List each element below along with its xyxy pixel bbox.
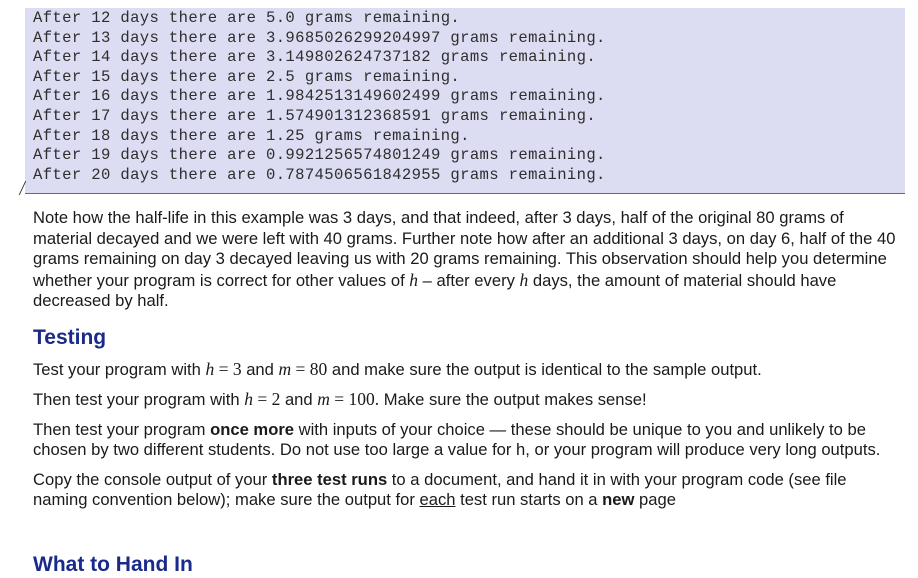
console-line: After 19 days there are 0.9921256574801249 grams remaining.	[33, 146, 606, 165]
testing-paragraph-2: Then test your program with h = 2 and m = 100. Make sure the output makes sense!	[33, 389, 647, 409]
testing-heading: Testing	[33, 325, 107, 349]
testing-paragraph-3: Then test your program once more with inputs of your choice — these should be unique to you and unlikely to be chosen by two different students. Do not use too large a value for h, or your program will produce very long outputs.	[33, 419, 881, 459]
console-line: After 15 days there are 2.5 grams remaining.	[33, 67, 461, 86]
console-line: After 12 days there are 5.0 grams remaining.	[33, 9, 461, 27]
console-line: After 20 days there are 0.7874506561842955 grams remaining.	[33, 165, 606, 184]
console-output	[25, 8, 905, 194]
hand-in-heading: What to Hand In	[33, 553, 193, 576]
console-line: After 18 days there are 1.25 grams remaining.	[33, 126, 470, 145]
note-paragraph: Note how the half-life in this example was 3 days, and that indeed, after 3 days, half of the original 80 grams of material decayed and we were left with 40 grams. Further note how after an additional 3 days, on day 6, half of the 40 grams remaining on day 3 decayed leaving us with 20 grams remaining. This observation should help you determine whether your program is correct for other values of h – after every h days, the amount of material should have decreased by half.	[33, 208, 896, 310]
console-line: After 14 days there are 3.149802624737182 grams remaining.	[33, 48, 597, 67]
console-line: After 17 days there are 1.574901312368591 grams remaining.	[33, 106, 597, 125]
console-line: After 16 days there are 1.9842513149602499 grams remaining.	[33, 87, 606, 106]
document-body	[33, 208, 901, 511]
testing-paragraph-4: Copy the console output of your three test runs to a document, and hand it in with your program code (see file naming convention below); make sure the output for each test run starts on a new page	[33, 469, 847, 509]
console-line: After 13 days there are 3.9685026299204997 grams remaining.	[33, 28, 606, 47]
testing-paragraph-1: Test your program with h = 3 and m = 80 and make sure the output is identical to the sample output.	[33, 358, 762, 379]
